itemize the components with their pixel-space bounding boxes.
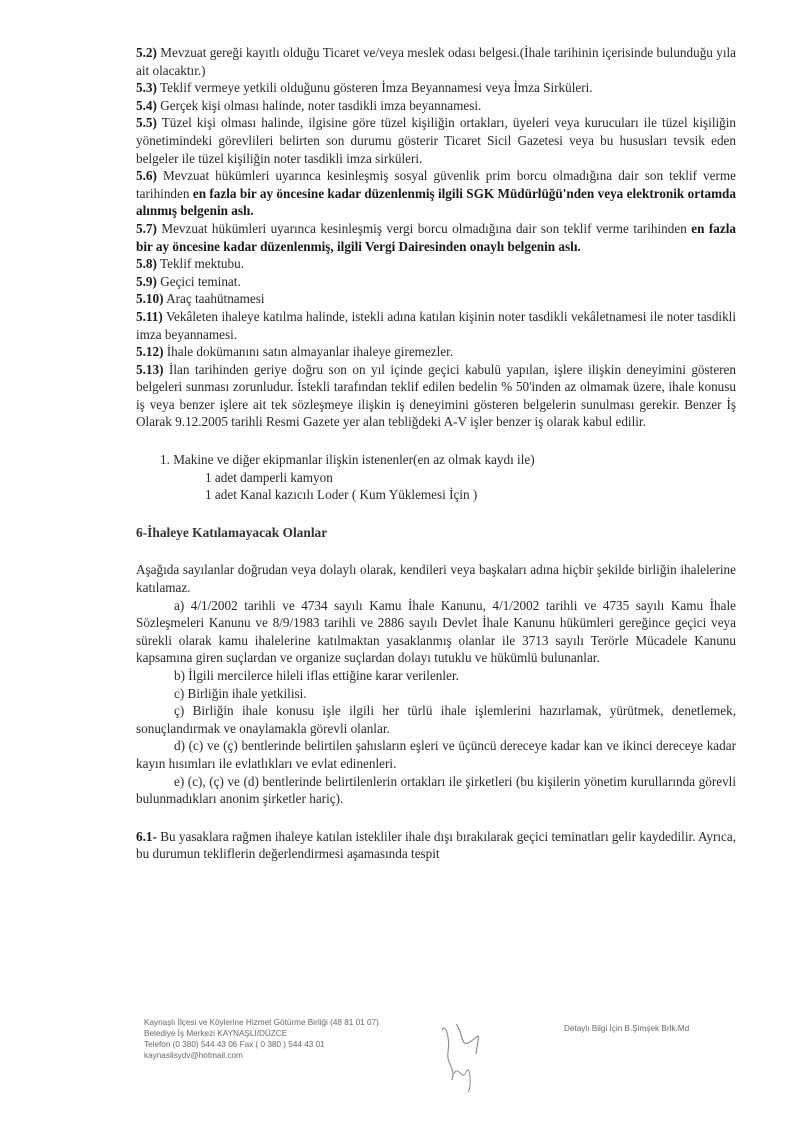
item-5-4: 5.4) Gerçek kişi olması halinde, noter tasdikli imza beyannamesi. — [136, 97, 482, 113]
clause-e: e) (c), (ç) ve (d) bentlerinde belirtilenlerin ortakları ile şirketleri (bu kişilerin yönetim kurullarında görevli bulunmadıkları anonim şirketler hariç). — [136, 773, 736, 807]
item-5-3: 5.3) Teklif vermeye yetkili olduğunu gösteren İmza Beyannamesi veya İmza Sirküleri. — [136, 80, 593, 96]
note-6-1: 6.1- Bu yasaklara rağmen ihaleye katılan istekliler ihale dışı bırakılarak geçici teminatları gelir kaydedilir. Ayrıca, bu durumun tekliflerin değerlendirmesi aşamasında tespit — [136, 828, 737, 862]
item-5-9: 5.9) Geçici teminat. — [136, 273, 241, 289]
clause-b: b) İlgili mercilerce hileli iflas ettiğine karar verilenler. — [174, 668, 459, 683]
item-5-7: 5.7) Mevzuat hükümleri uyarınca kesinleşmiş vergi borcu olmadığına dair son teklif verme tarihinden en fazla bir ay öncesine kadar düzenlenmiş, ilgili Vergi Dairesinden onaylı belgenin aslı. — [136, 220, 736, 254]
item-5-10: 5.10) Araç taahütnamesi — [136, 291, 265, 307]
item-5-12: 5.12) İhale dokümanını satın almayanlar ihaleye giremezler. — [136, 344, 454, 360]
item-5-11: 5.11) Vekâleten ihaleye katılma halinde, istekli adına katılan kişinin noter tasdikli vekâletnamesi ile noter tasdikli imza beyannamesi. — [136, 308, 736, 342]
equipment-list — [136, 451, 736, 504]
footer-line: Belediye İş Merkezi KAYNAŞLI/DÜZCE — [144, 1029, 288, 1038]
section-intro: Aşağıda sayılanlar doğrudan veya dolaylı olarak, kendileri veya başkaları adına hiçbir şekilde birliğin ihalelerine katılamaz. — [136, 562, 736, 596]
item-5-5: 5.5) Tüzel kişi olması halinde, ilgisine göre tüzel kişiliğin ortakları, üyeleri veya kurucuları ile tüzel kişiliğin yönetimindeki görevlileri belirten son durumu gösterir Ticaret Sicil Gazetesi veya bu hususları tevsik eden belgeler ile tüzel kişiliğin noter tasdikli imza sirküleri. — [136, 115, 736, 166]
footer-line: Telefon (0 380) 544 43 06 Fax ( 0 380 ) 544 43 01 — [144, 1040, 325, 1049]
equipment-line: 1 adet Kanal kazıcılı Loder ( Kum Yüklemesi İçin ) — [205, 487, 478, 503]
document-body — [136, 44, 736, 863]
footer-contact-person: Detaylı Bilgi İçin B.Şimşek Brlk.Md — [564, 1024, 690, 1033]
clause-c: c) Birliğin ihale yetkilisi. — [174, 685, 307, 701]
clause-d: d) (c) ve (ç) bentlerinde belirtilen şahısların eşleri ve üçüncü dereceye kadar kan ve ikinci dereceye kadar kayın hısımları ile evlatlıkları ve evlat edinenleri. — [136, 738, 736, 771]
footer-contact — [144, 1017, 379, 1061]
item-5-13: 5.13) İlan tarihinden geriye doğru son on yıl içinde geçici kabulü yapılan, işlere ilişkin deneyimini gösteren belgeleri sunması zorunludur. İstekli tarafından teklif edilen bedelin % 50'inden az olmamak üzere, ihale konusu iş veya benzer işlere ait tek sözleşmeye ilişkin iş deneyimini gösteren belgelerin sunulması gerekir. Benzer İş Olarak 9.12.2005 tarihli Resmi Gazete yer alan tebliğdeki A-V işler benzer iş olarak kabul edilir. — [136, 361, 737, 430]
item-5-6: 5.6) Mevzuat hükümleri uyarınca kesinleşmiş sosyal güvenlik prim borcu olmadığına dair son teklif verme tarihinden en fazla bir ay öncesine kadar düzenlenmiş ilgili SGK Müdürlüğü'nden veya elektronik ortamda alınmış belgenin aslı. — [136, 168, 737, 219]
section-heading: 6-İhaleye Katılamayacak Olanlar — [136, 524, 328, 540]
footer-line: kaynaslisydv@hotmail.com — [144, 1051, 243, 1060]
footer-line: Kaynaşlı İlçesi ve Köylerine Hizmet Götürme Birliği (48 81 01 07) — [144, 1018, 379, 1027]
equipment-intro: 1. Makine ve diğer ekipmanlar ilişkin istenenler(en az olmak kaydı ile) — [160, 452, 535, 468]
clause-a: a) 4/1/2002 tarihli ve 4734 sayılı Kamu İhale Kanunu, 4/1/2002 tarihli ve 4735 sayılı Kamu İhale Sözleşmeleri Kanunu ve 8/9/1983 tarihli ve 2886 sayılı Devlet İhale Kanunu hükümleri gereğince geçici veya sürekli olarak kamu ihalelerine katılmaktan yasaklanmış olanlar ile 3713 sayılı Terörle Mücadele Kanunu kapsamına giren suçlardan ve organize suçlardan dolayı tutuklu ve hükümlü bulunanlar. — [136, 597, 736, 666]
equipment-line: 1 adet damperli kamyon — [205, 469, 333, 485]
clause-c-cedilla: ç) Birliğin ihale konusu işle ilgili her türlü ihale işlemlerini hazırlamak, yürütmek, denetlemek, sonuçlandırmak ve onaylamakla görevli olanlar. — [136, 703, 736, 736]
handwritten-signature — [436, 1018, 496, 1098]
item-5-2: 5.2) Mevzuat gereği kayıtlı olduğu Ticaret ve/veya meslek odası belgesi.(İhale tarihinin içerisinde bulunduğu yıla ait olacaktır.) — [136, 45, 737, 78]
item-5-8: 5.8) Teklif mektubu. — [136, 256, 244, 272]
